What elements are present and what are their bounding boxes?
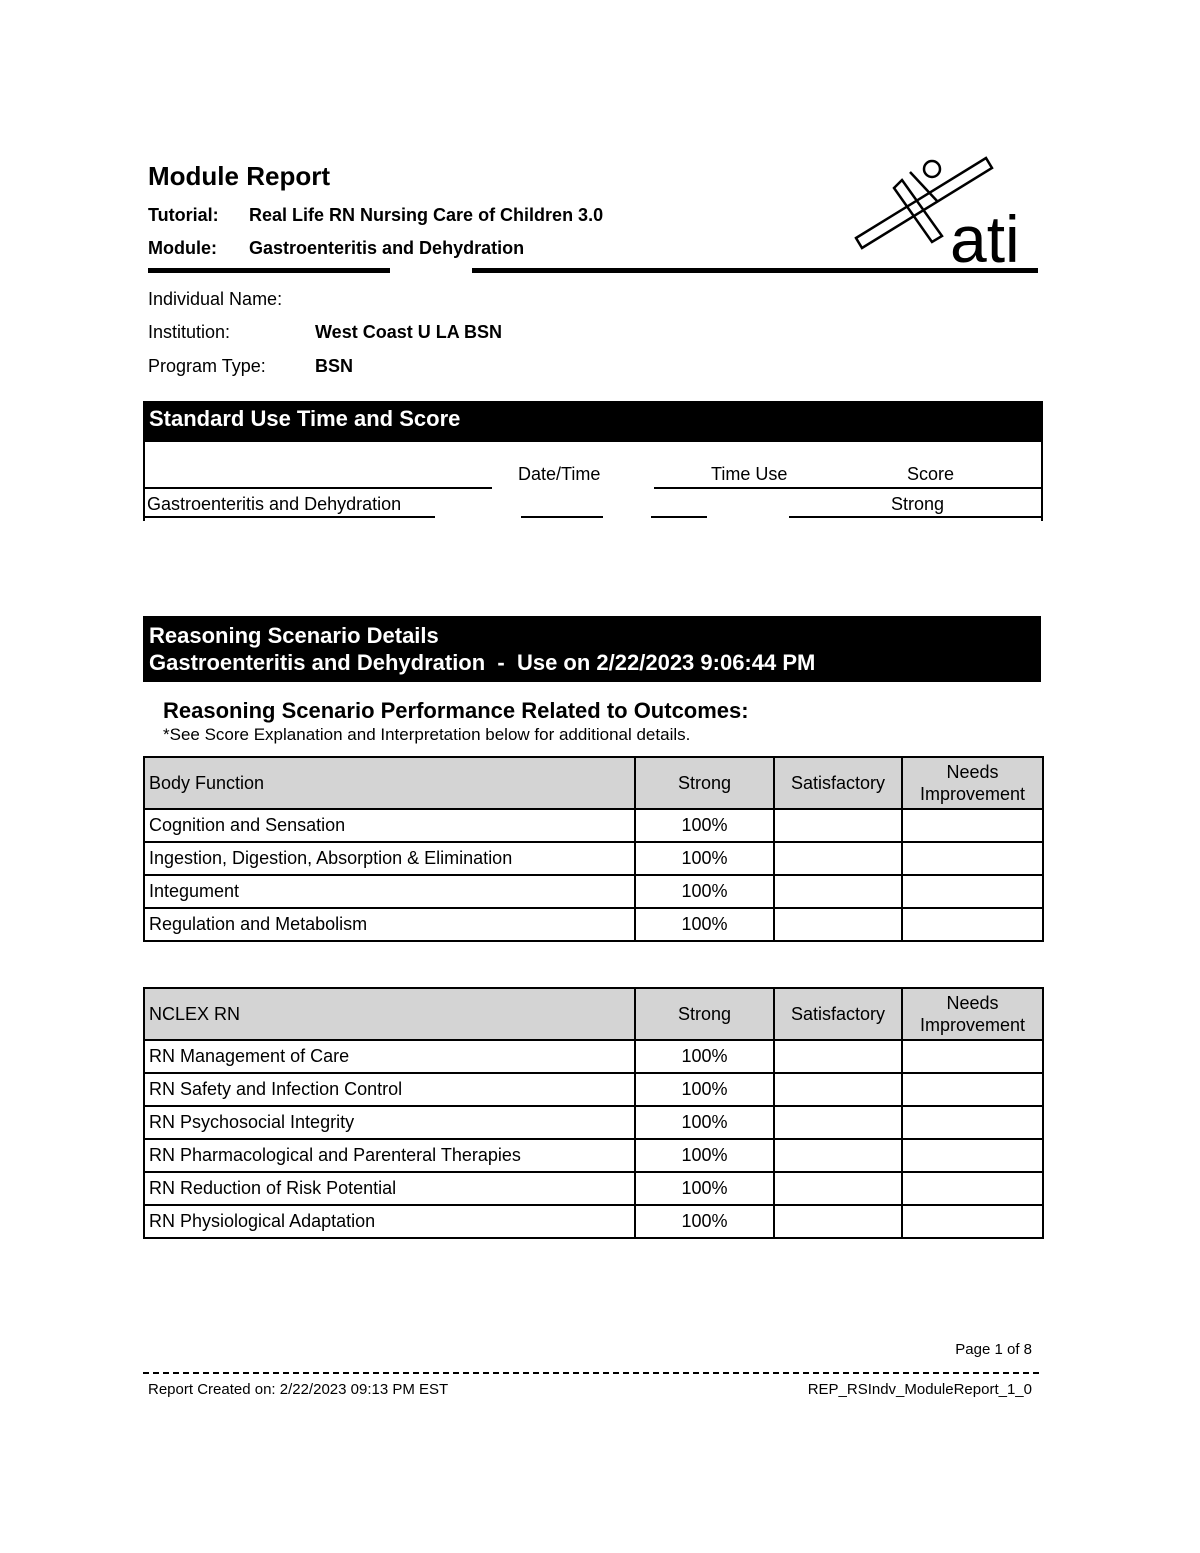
tutorial-label: Tutorial: xyxy=(148,205,219,225)
needs-improvement-cell xyxy=(902,908,1043,941)
needs-improvement-cell xyxy=(902,1040,1043,1073)
strong-cell: 100% xyxy=(635,1040,774,1073)
needs-improvement-cell xyxy=(902,1172,1043,1205)
strong-cell: 100% xyxy=(635,1139,774,1172)
satisfactory-cell xyxy=(774,908,902,941)
strong-cell: 100% xyxy=(635,1106,774,1139)
strong-cell: 100% xyxy=(635,809,774,842)
needs-improvement-cell xyxy=(902,1205,1043,1238)
satisfactory-cell xyxy=(774,842,902,875)
category-cell: RN Physiological Adaptation xyxy=(144,1205,635,1238)
header-cell: Strong xyxy=(635,757,774,809)
table-row xyxy=(144,1073,1043,1106)
strong-cell: 100% xyxy=(635,1205,774,1238)
satisfactory-cell xyxy=(774,1106,902,1139)
score-cell: Strong xyxy=(891,494,945,514)
category-cell: RN Management of Care xyxy=(144,1040,635,1073)
category-cell: RN Psychosocial Integrity xyxy=(144,1106,635,1139)
table-header-row xyxy=(144,988,1043,1040)
module-value: Gastroenteritis and Dehydration xyxy=(249,238,525,258)
satisfactory-cell xyxy=(774,875,902,908)
table-row xyxy=(144,875,1043,908)
individual-name-row xyxy=(148,289,310,310)
header-cell: Body Function xyxy=(144,757,635,809)
category-cell: Ingestion, Digestion, Absorption & Elimination xyxy=(144,842,635,875)
satisfactory-cell xyxy=(774,1139,902,1172)
table-row xyxy=(144,1106,1043,1139)
ati-logo xyxy=(846,150,1042,268)
row-underline xyxy=(789,516,1042,518)
strong-cell: 100% xyxy=(635,1073,774,1106)
table-header-row xyxy=(144,757,1043,809)
tutorial-value: Real Life RN Nursing Care of Children 3.0 xyxy=(249,205,604,225)
page-number: Page 1 of 8 xyxy=(955,1341,1032,1358)
col-date-time: Date/Time xyxy=(518,464,601,484)
header-cell: Strong xyxy=(635,988,774,1040)
satisfactory-cell xyxy=(774,1073,902,1106)
performance-title: Reasoning Scenario Performance Related to Outcomes: xyxy=(163,698,749,723)
header-rule-left xyxy=(148,268,390,273)
strong-cell: 100% xyxy=(635,842,774,875)
row-underline xyxy=(651,516,707,518)
program-type-row xyxy=(148,356,353,377)
strong-cell: 100% xyxy=(635,875,774,908)
header-underline xyxy=(143,487,492,489)
header-rule-right xyxy=(472,268,1038,273)
report-created: Report Created on: 2/22/2023 09:13 PM EST xyxy=(148,1381,449,1398)
table-row xyxy=(144,908,1043,941)
category-cell: RN Safety and Infection Control xyxy=(144,1073,635,1106)
table-row xyxy=(144,809,1043,842)
report-title: Module Report xyxy=(148,161,330,191)
header-underline xyxy=(654,487,1042,489)
satisfactory-cell xyxy=(774,1172,902,1205)
satisfactory-cell xyxy=(774,809,902,842)
needs-improvement-cell xyxy=(902,842,1043,875)
table-row xyxy=(144,842,1043,875)
row-underline xyxy=(521,516,603,518)
nclex-rn-table xyxy=(143,987,1044,1239)
scenario-section-title: Reasoning Scenario Details xyxy=(149,623,439,648)
needs-improvement-cell xyxy=(902,1139,1043,1172)
tutorial-row xyxy=(148,205,603,226)
performance-note: *See Score Explanation and Interpretation below for additional details. xyxy=(163,725,691,744)
scenario-section-subtitle: Gastroenteritis and Dehydration - Use on 2/22/2023 9:06:44 PM xyxy=(149,650,816,675)
category-cell: Cognition and Sensation xyxy=(144,809,635,842)
institution-value: West Coast U LA BSN xyxy=(315,322,503,342)
module-label: Module: xyxy=(148,238,217,258)
row-underline xyxy=(143,516,435,518)
individual-name-label: Individual Name: xyxy=(148,289,283,309)
header-cell: Needs Improvement xyxy=(902,988,1043,1040)
header-cell: Satisfactory xyxy=(774,988,902,1040)
header-cell: NCLEX RN xyxy=(144,988,635,1040)
body-function-table xyxy=(143,756,1044,942)
category-cell: RN Pharmacological and Parenteral Therapies xyxy=(144,1139,635,1172)
table-row xyxy=(144,1172,1043,1205)
table-row xyxy=(144,1139,1043,1172)
module-name-cell: Gastroenteritis and Dehydration xyxy=(147,494,402,514)
standard-use-section-header: Standard Use Time and Score xyxy=(143,401,1043,442)
needs-improvement-cell xyxy=(902,809,1043,842)
scenario-section-header xyxy=(143,616,1041,682)
program-type-label: Program Type: xyxy=(148,356,266,376)
institution-label: Institution: xyxy=(148,322,231,342)
module-row xyxy=(148,238,524,259)
footer-dashed-rule xyxy=(143,1372,1039,1374)
header-cell: Satisfactory xyxy=(774,757,902,809)
satisfactory-cell xyxy=(774,1040,902,1073)
strong-cell: 100% xyxy=(635,908,774,941)
strong-cell: 100% xyxy=(635,1172,774,1205)
report-id: REP_RSIndv_ModuleReport_1_0 xyxy=(807,1381,1032,1398)
logo-text: ati xyxy=(950,202,1020,268)
table-row xyxy=(144,1205,1043,1238)
needs-improvement-cell xyxy=(902,875,1043,908)
needs-improvement-cell xyxy=(902,1073,1043,1106)
needs-improvement-cell xyxy=(902,1106,1043,1139)
category-cell: Integument xyxy=(144,875,635,908)
program-type-value: BSN xyxy=(315,356,354,376)
satisfactory-cell xyxy=(774,1205,902,1238)
col-score: Score xyxy=(907,464,955,484)
table-row xyxy=(144,1040,1043,1073)
institution-row xyxy=(148,322,502,343)
category-cell: RN Reduction of Risk Potential xyxy=(144,1172,635,1205)
col-time-use: Time Use xyxy=(711,464,788,484)
header-cell: Needs Improvement xyxy=(902,757,1043,809)
category-cell: Regulation and Metabolism xyxy=(144,908,635,941)
